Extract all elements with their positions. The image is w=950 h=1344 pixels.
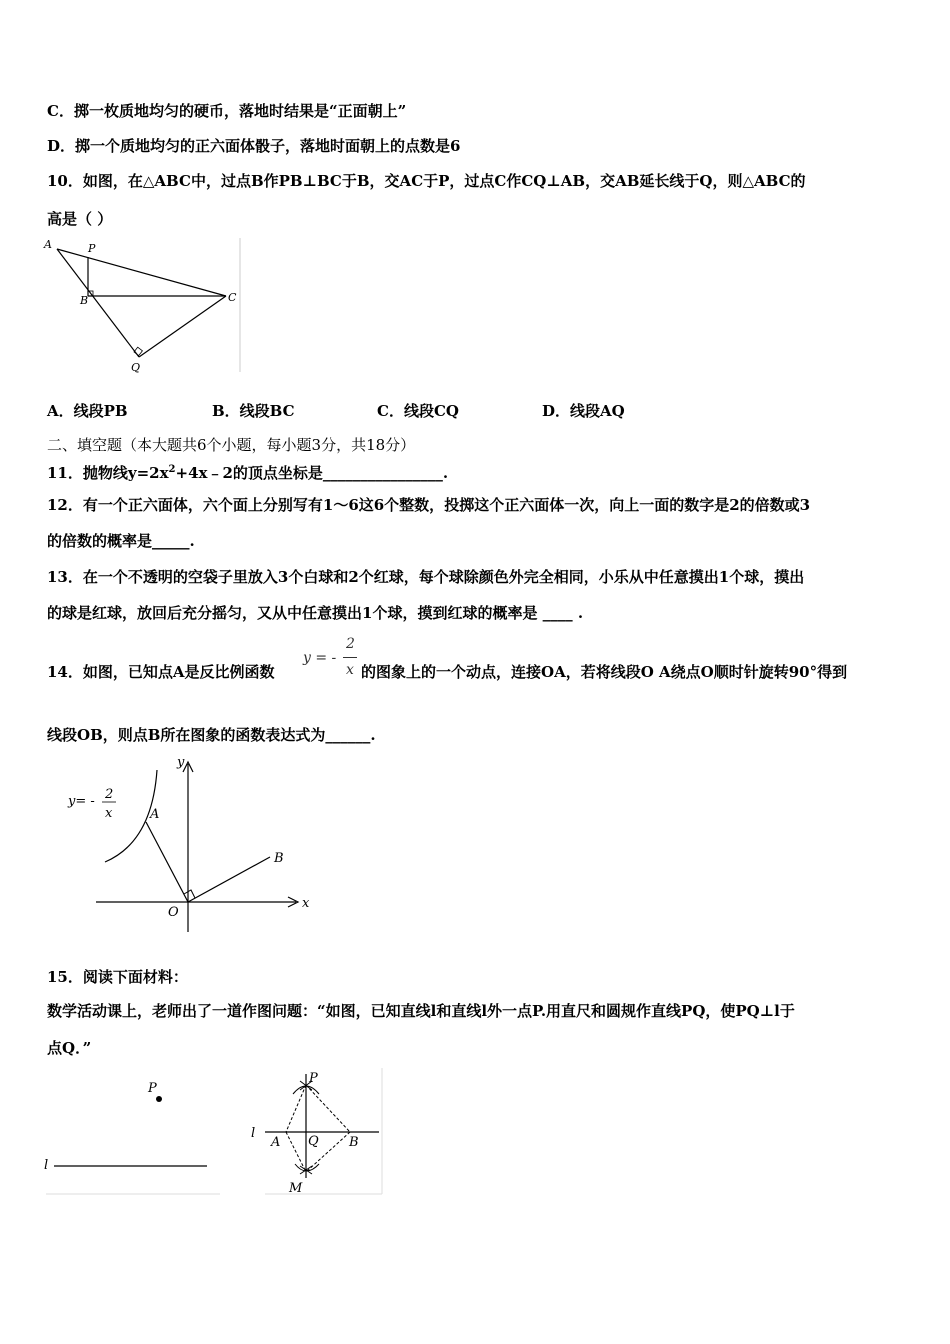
q15-stem-line3: 点Q．” [47,1039,92,1057]
q15-figure-given [40,1070,220,1200]
q14-stem-part2: 的图象上的一个动点，连接OA，若将线段O A绕点O顺时针旋转90°得到 [361,663,848,681]
q15-stem-line2: 数学活动课上，老师出了一道作图问题：“如图，已知直线l和直线l外一点P.用直尺和圆规作直线PQ，使PQ⊥l于 [47,1002,795,1020]
q11-stem [47,460,448,483]
q14-func-denominator: x [346,662,354,678]
q10-label-q: Q [131,361,141,374]
q11-exponent: 2 [168,464,176,475]
q10-figure [40,232,250,380]
q10-option-c: C．线段CQ [377,402,459,420]
q10-label-b: B [80,294,89,307]
q15-fig2-label-p: P [309,1071,318,1086]
q9-option-d: D．掷一个质地均匀的正六面体骰子，落地时面朝上的点数是6 [47,137,461,155]
q10-option-d: D．线段AQ [542,402,625,420]
q10-option-b: B．线段BC [212,402,295,420]
q14-func-numerator: 2 [346,636,355,652]
q14-func-label-den: x [105,806,113,821]
q14-func-label: y= - [68,794,95,809]
q15-figure-construction [245,1066,390,1198]
q15-stem-line1: 15．阅读下面材料： [47,968,188,986]
q13-stem-line1: 13．在一个不透明的空袋子里放入3个白球和2个红球，每个球除颜色外完全相同，小乐从中任意摸出1个球，摸出 [47,568,805,586]
q15-fig1-label-l: l [44,1158,49,1173]
q10-label-c: C [228,291,237,304]
q15-fig2-label-m: M [289,1181,303,1196]
q14-label-x-axis: x [302,896,310,911]
q14-func-label-num: 2 [105,787,114,802]
q10-option-a: A．线段PB [47,402,128,420]
q10-stem-line2: 高是（ ） [47,210,113,228]
q12-stem-line2: 的倍数的概率是_____. [47,532,195,550]
q9-option-c: C．掷一枚质地均匀的硬币，落地时结果是“正面朝上” [47,102,407,120]
q15-fig2-label-q: Q [308,1134,319,1149]
q14-figure [60,752,320,942]
q11-suffix: +4x﹣2的顶点坐标是________________. [175,464,449,482]
q14-label-y-axis: y [177,755,185,770]
q14-stem-line2: 线段OB，则点B所在图象的函数表达式为______. [47,726,376,744]
q15-fig1-label-p: P [148,1081,157,1096]
q14-label-b: B [274,851,284,866]
q14-stem-part1: 14．如图，已知点A是反比例函数 [47,663,275,681]
q10-label-p: P [88,242,96,255]
q14-label-origin: O [168,905,179,920]
q14-label-a: A [150,807,160,822]
q14-func-lhs: y = - [303,650,337,666]
section-fill-in-heading: 二、填空题（本大题共6个小题，每小题3分，共18分） [47,436,416,454]
q10-label-a: A [44,238,52,251]
q15-fig2-label-a: A [271,1135,281,1150]
q14-fraction-bar [343,657,357,658]
q10-stem-line1: 10．如图，在△ABC中，过点B作PB⊥BC于B，交AC于P，过点C作CQ⊥AB，交AB延长线于Q，则△ABC的 [47,172,806,190]
q15-fig2-label-b: B [349,1135,359,1150]
q15-fig2-label-l: l [251,1126,256,1141]
q12-stem-line1: 12．有一个正六面体，六个面上分别写有1～6这6个整数，投掷这个正六面体一次，向上一面的数字是2的倍数或3 [47,496,811,514]
q13-stem-line2: 的球是红球，放回后充分摇匀，又从中任意摸出1个球，摸到红球的概率是 ____ . [47,604,584,622]
q11-prefix: 11．抛物线y=2x [47,464,169,482]
